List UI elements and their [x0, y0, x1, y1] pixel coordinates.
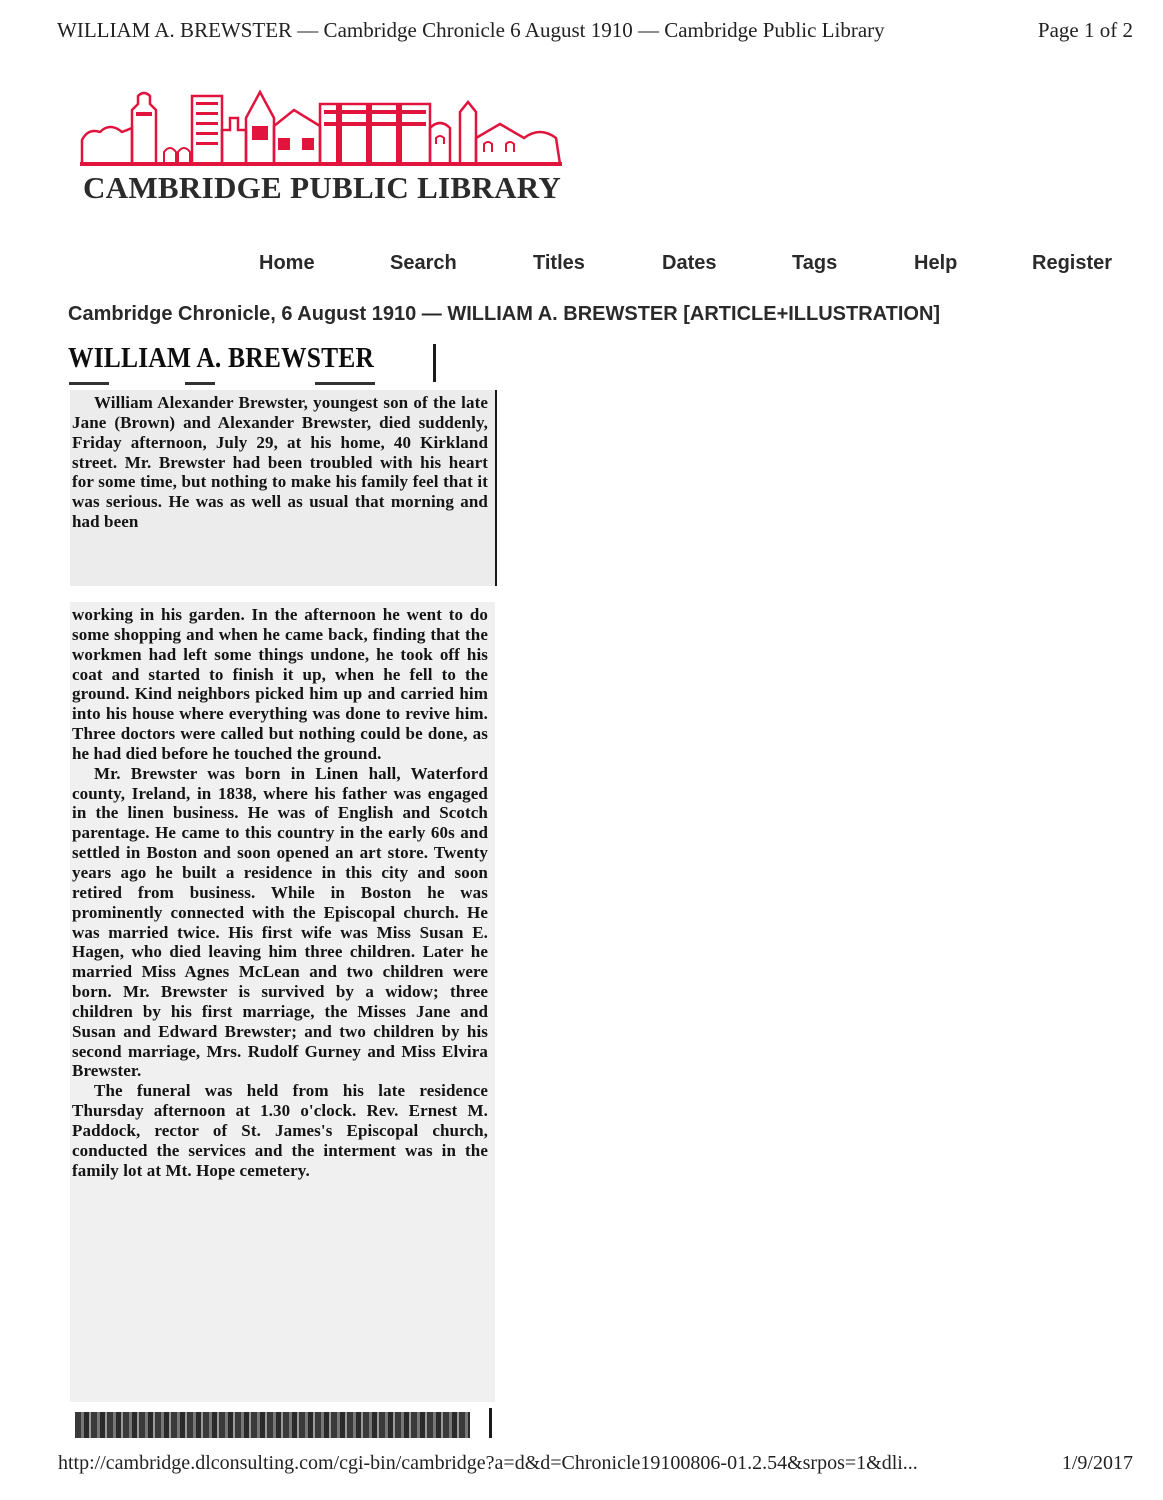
print-header-page-number: Page 1 of 2 [1037, 18, 1133, 42]
library-logo[interactable] [80, 82, 565, 212]
article-body [70, 602, 495, 1402]
paragraph-2-text: working in his garden. In the afternoon he went to do some shopping and when he came back, finding that the workmen had left some things undone, he took off his coat and started to finish it up, when he fell to the ground. Kind neighbors picked him up and carried him into his house where everything was done to revive him. Three doctors were called but nothing could be done, as he had died before he touched the ground. [72, 605, 488, 763]
article-paragraph-1 [72, 393, 488, 532]
newspaper-clipping [65, 340, 497, 1440]
paragraph-1-text: William Alexander Brewster, youngest son of the late Jane (Brown) and Alexander Brewster, died suddenly, Friday afternoon, July 29, at his home, 40 Kirkland street. Mr. Brewster had been troubled with his heart for some time, but nothing to make his family feel that it was serious. He was as well as usual that morning and had been [72, 393, 488, 532]
article-heading: Cambridge Chronicle, 6 August 1910 — WILLIAM A. BREWSTER [ARTICLE+ILLUSTRATION] [68, 303, 941, 325]
illustration-strip [75, 1412, 470, 1438]
article-headline: WILLIAM A. BREWSTER [68, 342, 375, 374]
nav-titles[interactable]: Titles [533, 252, 585, 274]
print-footer [0, 1452, 1163, 1482]
print-speck [185, 382, 215, 385]
paragraph-4-text: The funeral was held from his late residence Thursday afternoon at 1.30 o'clock. Rev. Ernest M. Paddock, rector of St. James's Episcopal church, conducted the services and the interment was in the family lot at Mt. Hope cemetery. [72, 1081, 488, 1180]
library-logo-text: CAMBRIDGE PUBLIC LIBRARY [83, 170, 562, 205]
print-header-title: WILLIAM A. BREWSTER — Cambridge Chronicle 6 August 1910 — Cambridge Public Library [57, 18, 885, 42]
nav-register[interactable]: Register [1032, 252, 1113, 274]
print-speck [69, 382, 109, 385]
nav-dates[interactable]: Dates [662, 252, 717, 274]
column-rule [489, 1408, 492, 1438]
print-footer-date: 1/9/2017 [1061, 1452, 1133, 1474]
paragraph-3-text: Mr. Brewster was born in Linen hall, Waterford county, Ireland, in 1838, where his father was engaged in the linen business. He was of English and Scotch parentage. He came to this country in the early 60s and settled in Boston and soon opened an art store. Twenty years ago he built a residence in this city and soon retired from business. While in Boston he was prominently connected with the Episcopal church. He was married twice. His first wife was Miss Susan E. Hagen, who died leaving him three children. Later he married Miss Agnes McLean and two children were born. Mr. Brewster is survived by a widow; three children by his first marriage, the Misses Jane and Susan and Edward Brewster; and two children by his second marriage, Mrs. Rudolf Gurney and Miss Elvira Brewster. [72, 763, 488, 1081]
nav-tags[interactable]: Tags [792, 252, 838, 274]
column-rule [433, 344, 436, 382]
skyline-icon [80, 82, 565, 168]
nav-home[interactable]: Home [259, 252, 315, 274]
article-paragraph-2 [72, 605, 488, 1180]
print-header [0, 18, 1163, 48]
nav-help[interactable]: Help [914, 252, 958, 274]
article-lead-box [70, 390, 497, 586]
print-speck [315, 382, 375, 385]
main-nav [0, 252, 1163, 282]
print-footer-url: http://cambridge.dlconsulting.com/cgi-bin/cambridge?a=d&d=Chronicle19100806-01.2.54&srpos=1&dli... [58, 1452, 918, 1474]
nav-search[interactable]: Search [390, 252, 457, 274]
